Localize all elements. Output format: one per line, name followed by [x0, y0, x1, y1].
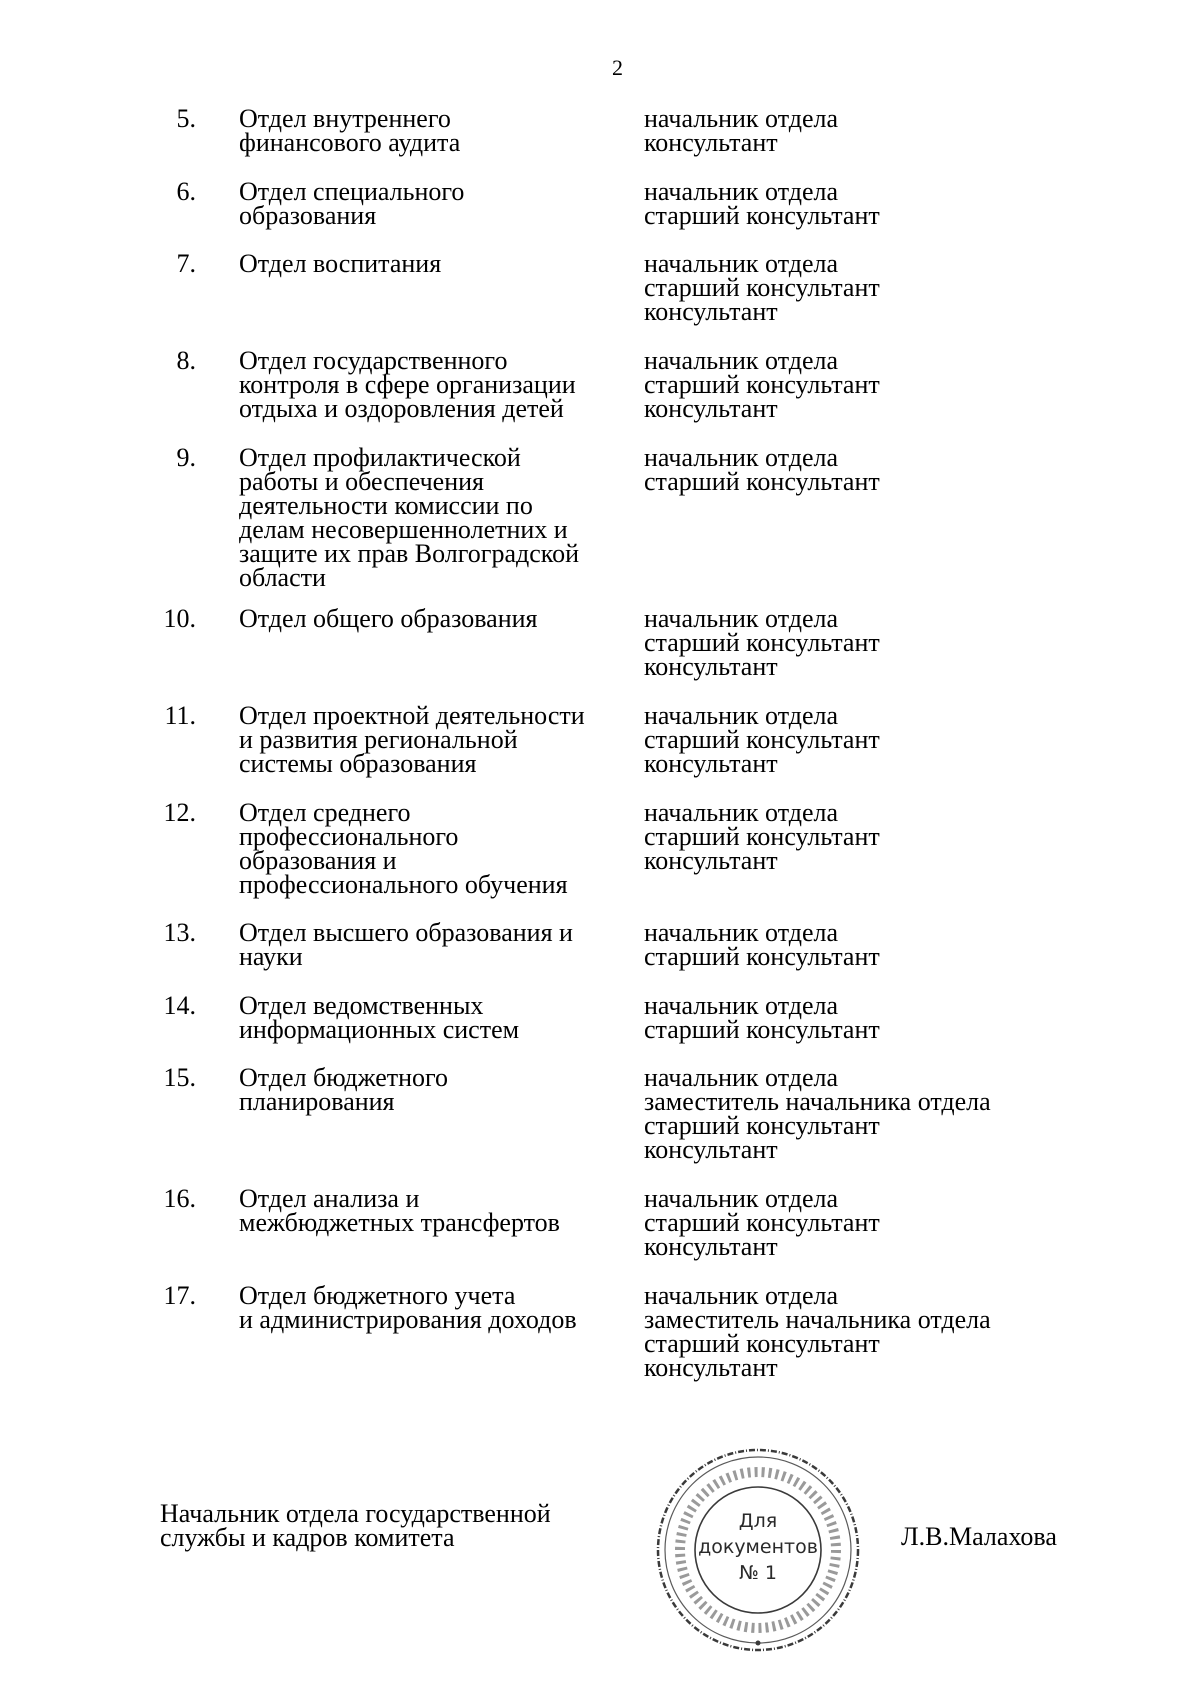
position-title: консультант: [644, 652, 778, 681]
row-number: 8.: [176, 346, 196, 375]
signature-title-line-1: Начальник отдела государственной: [160, 1499, 551, 1528]
position-title: начальник отдела: [644, 918, 839, 947]
department-name-line: и развития региональной: [239, 725, 518, 754]
signature-title-line-2: службы и кадров комитета: [160, 1523, 455, 1552]
position-title: начальник отдела: [644, 177, 839, 206]
page-number: 2: [612, 55, 623, 80]
position-list: [644, 991, 1064, 1044]
position-title: начальник отдела: [644, 249, 839, 278]
position-list: [644, 177, 1064, 230]
department-name: [239, 1281, 624, 1334]
row-number: 11.: [164, 701, 196, 730]
position-title: консультант: [644, 1353, 778, 1382]
department-name-line: профессионального: [239, 822, 459, 851]
position-list: [644, 918, 1064, 971]
position-title: начальник отдела: [644, 701, 839, 730]
position-title: старший консультант: [644, 370, 880, 399]
signature-block: [160, 1499, 551, 1552]
row-number: 14.: [163, 991, 196, 1020]
department-name-line: Отдел специального: [239, 177, 465, 206]
department-name-line: образования: [239, 201, 377, 230]
department-name-line: системы образования: [239, 749, 477, 778]
department-name-line: Отдел бюджетного: [239, 1063, 449, 1092]
department-name-line: Отдел общего образования: [239, 604, 538, 633]
stamp-seal-graphic: [648, 1445, 868, 1655]
position-title: начальник отдела: [644, 104, 839, 133]
row-number: 17.: [163, 1281, 196, 1310]
department-name-line: финансового аудита: [239, 128, 461, 157]
department-name-line: Отдел внутреннего: [239, 104, 451, 133]
stamp-line-2: документов: [698, 1536, 818, 1558]
position-list: [644, 104, 1064, 157]
row-number: 10.: [163, 604, 196, 633]
position-list: [644, 443, 1064, 496]
position-list: [644, 1184, 1064, 1261]
row-number: 13.: [163, 918, 196, 947]
department-name-line: Отдел воспитания: [239, 249, 442, 278]
department-name-line: области: [239, 563, 326, 592]
row-number: 9.: [176, 443, 196, 472]
position-list: [644, 604, 1064, 681]
position-list: [644, 701, 1064, 778]
row-number: 12.: [163, 798, 196, 827]
position-title: старший консультант: [644, 1015, 880, 1044]
position-list: [644, 1281, 1064, 1382]
stamp-line-3: № 1: [739, 1562, 777, 1584]
department-name-line: Отдел среднего: [239, 798, 411, 827]
department-name: [239, 604, 624, 633]
position-title: старший консультант: [644, 467, 880, 496]
official-stamp: [648, 1445, 868, 1655]
position-title: начальник отдела: [644, 1184, 839, 1213]
position-title: старший консультант: [644, 1208, 880, 1237]
department-name-line: Отдел бюджетного учета: [239, 1281, 516, 1310]
department-name-line: науки: [239, 942, 303, 971]
position-title: консультант: [644, 1135, 778, 1164]
position-title: начальник отдела: [644, 346, 839, 375]
department-name: [239, 443, 624, 592]
position-title: консультант: [644, 394, 778, 423]
stamp-line-1: Для: [738, 1510, 778, 1532]
department-name-line: Отдел ведомственных: [239, 991, 484, 1020]
department-name: [239, 701, 624, 778]
position-list: [644, 798, 1064, 875]
department-name-line: межбюджетных трансфертов: [239, 1208, 560, 1237]
position-title: начальник отдела: [644, 798, 839, 827]
department-name: [239, 798, 624, 899]
position-title: консультант: [644, 749, 778, 778]
department-name: [239, 918, 624, 971]
position-title: старший консультант: [644, 942, 880, 971]
department-name-line: работы и обеспечения: [239, 467, 484, 496]
position-title: консультант: [644, 1232, 778, 1261]
department-name-line: и администрирования доходов: [239, 1305, 577, 1334]
position-title: начальник отдела: [644, 1063, 839, 1092]
position-title: старший консультант: [644, 1111, 880, 1140]
position-title: начальник отдела: [644, 1281, 839, 1310]
signer-name: Л.В.Малахова: [901, 1522, 1057, 1551]
department-name: [239, 1184, 624, 1237]
department-name: [239, 1063, 624, 1116]
department-name: [239, 249, 624, 278]
position-title: консультант: [644, 846, 778, 875]
department-name-line: Отдел государственного: [239, 346, 508, 375]
row-number: 16.: [163, 1184, 196, 1213]
department-name: [239, 177, 624, 230]
department-name-line: контроля в сфере организации: [239, 370, 576, 399]
position-title: старший консультант: [644, 822, 880, 851]
department-name-line: делам несовершеннолетних и: [239, 515, 568, 544]
row-number: 15.: [163, 1063, 196, 1092]
position-list: [644, 1063, 1064, 1164]
position-list: [644, 249, 1064, 326]
department-name-line: планирования: [239, 1087, 395, 1116]
position-title: начальник отдела: [644, 604, 839, 633]
department-name-line: информационных систем: [239, 1015, 520, 1044]
position-title: заместитель начальника отдела: [644, 1305, 991, 1334]
position-title: консультант: [644, 128, 778, 157]
position-title: старший консультант: [644, 628, 880, 657]
position-title: начальник отдела: [644, 991, 839, 1020]
department-name-line: отдыха и оздоровления детей: [239, 394, 564, 423]
department-name-line: защите их прав Волгоградской: [239, 539, 579, 568]
row-number: 5.: [176, 104, 196, 133]
position-list: [644, 346, 1064, 423]
row-number: 7.: [176, 249, 196, 278]
department-name: [239, 991, 624, 1044]
department-name-line: Отдел профилактической: [239, 443, 521, 472]
position-title: старший консультант: [644, 201, 880, 230]
position-title: старший консультант: [644, 1329, 880, 1358]
department-name-line: профессионального обучения: [239, 870, 568, 899]
department-name-line: Отдел высшего образования и: [239, 918, 573, 947]
department-name-line: Отдел анализа и: [239, 1184, 420, 1213]
position-title: старший консультант: [644, 725, 880, 754]
department-name-line: Отдел проектной деятельности: [239, 701, 585, 730]
position-title: старший консультант: [644, 273, 880, 302]
department-name-line: образования и: [239, 846, 397, 875]
department-name-line: деятельности комиссии по: [239, 491, 533, 520]
position-title: консультант: [644, 297, 778, 326]
position-title: заместитель начальника отдела: [644, 1087, 991, 1116]
department-name: [239, 346, 624, 423]
position-title: начальник отдела: [644, 443, 839, 472]
row-number: 6.: [176, 177, 196, 206]
department-name: [239, 104, 624, 157]
